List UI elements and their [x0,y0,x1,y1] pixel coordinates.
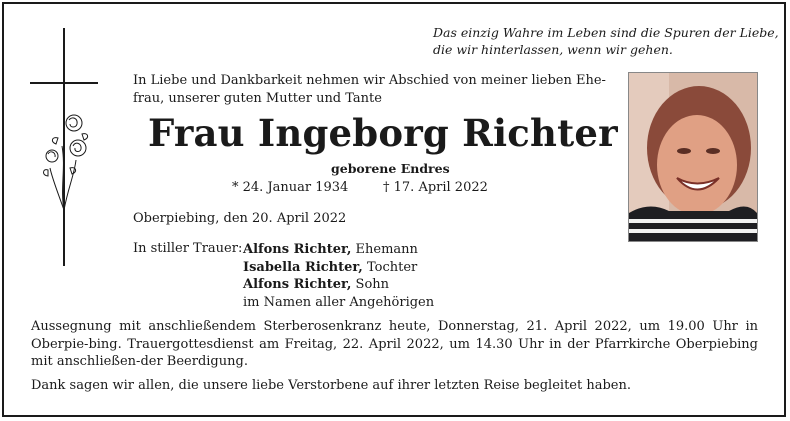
mourner-name: Alfons Richter, [243,242,352,257]
mourner-entry [243,241,434,259]
mourner-relation: Sohn [351,277,390,292]
mourner-entry [243,259,434,277]
mourner-entry [243,276,434,294]
mourner-name: Alfons Richter, [243,277,352,292]
mourners-label: In stiller Trauer: [133,241,243,256]
quote [433,24,779,58]
mourners-closing: im Namen aller Angehörigen [243,294,435,310]
thanks-text: Dank sagen wir allen, die unsere liebe Verstorbene auf ihrer letzten Reise begleitet haben. [31,377,631,393]
death-date: † 17. April 2022 [383,180,488,195]
place-date: Oberpiebing, den 20. April 2022 [133,211,347,226]
intro-line-2: frau, unserer guten Mutter und Tante [133,91,382,106]
quote-line-2: die wir hinterlassen, wenn wir gehen. [433,42,673,57]
mourner-relation: Ehemann [351,242,418,257]
mourner-relation: Tochter [362,259,418,275]
intro-text [133,72,606,108]
mourner-name: Isabella Richter, [243,259,363,275]
portrait-photo [628,72,758,242]
cross-with-roses-icon [30,28,100,268]
service-details [31,318,758,400]
quote-line-1: Das einzig Wahre im Leben sind die Spuren der Liebe, [433,25,779,40]
mourners-list [243,241,434,311]
birth-name: geborene Endres [331,161,450,176]
birth-date: * 24. Januar 1934 [232,180,349,195]
deceased-name: Frau Ingeborg Richter [148,111,618,155]
intro-line-1: In Liebe und Dankbarkeit nehmen wir Abschied von meiner lieben Ehe- [133,73,606,88]
service-text: Aussegnung mit anschließendem Sterberosenkranz heute, Donnerstag, 21. April 2022, um 19.00 Uhr in Oberpie-bing. Trauergottesdienst am Freitag, 22. April 2022, um 14.30 Uhr in der Pfarrkirche Oberpiebing mit anschließen-der Beerdigung. [31,319,758,369]
